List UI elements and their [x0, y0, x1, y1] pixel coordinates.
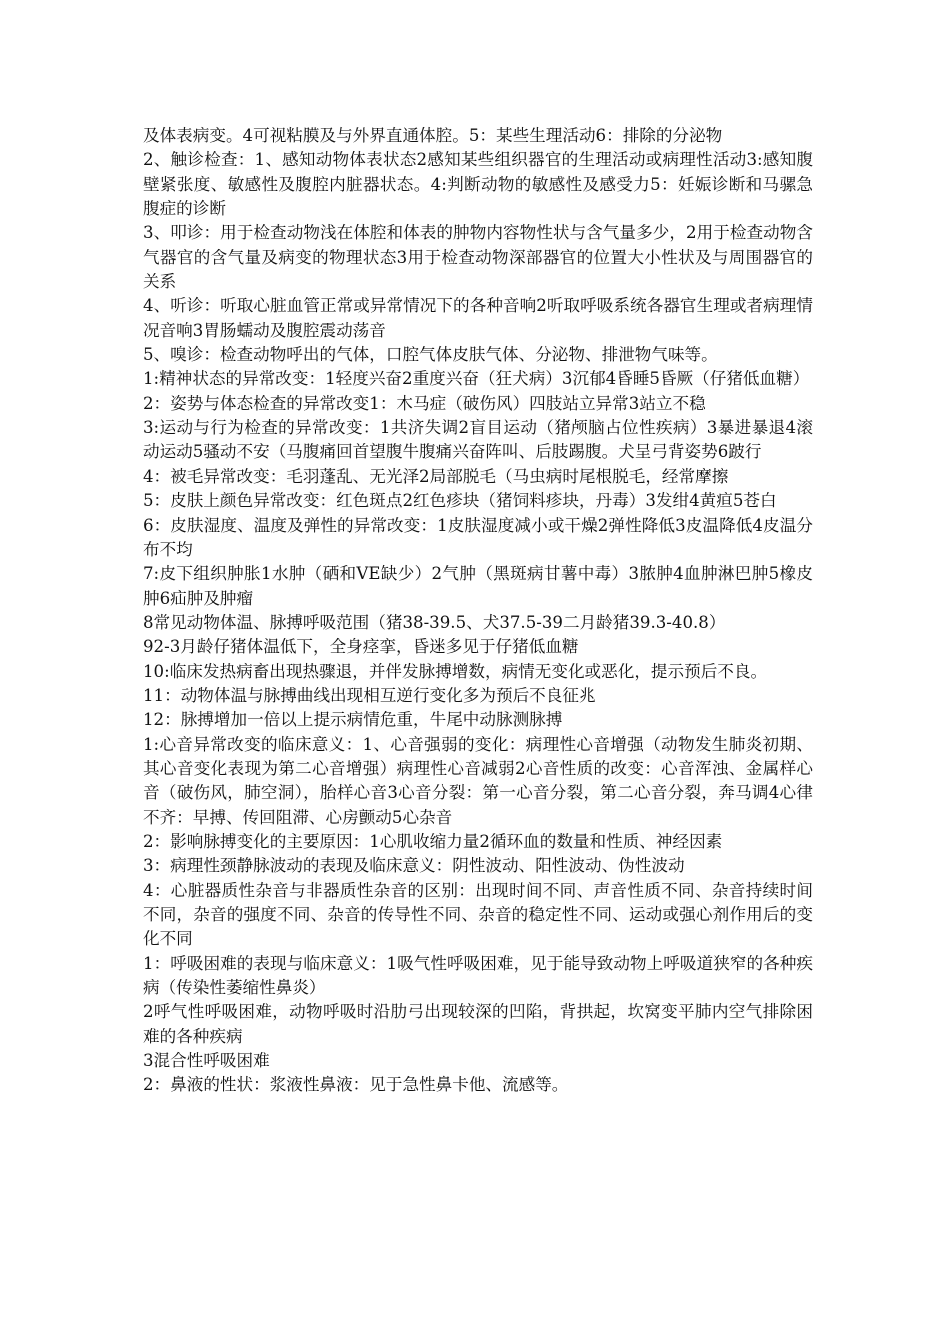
paragraph: 10:临床发热病畜出现热骤退，并伴发脉搏增数，病情无变化或恶化，提示预后不良。: [143, 661, 768, 681]
paragraph: 8常见动物体温、脉搏呼吸范围（猪38-39.5、犬37.5-39二月龄猪39.3-40.8）: [143, 612, 726, 632]
paragraph: 及体表病变。4可视粘膜及与外界直通体腔。5：某些生理活动6：排除的分泌物: [143, 126, 723, 145]
paragraph: 1:精神状态的异常改变：1轻度兴奋2重度兴奋（狂犬病）3沉郁4昏睡5昏厥（仔猪低血糖）: [143, 369, 810, 389]
paragraph: 3、叩诊：用于检查动物浅在体腔和体表的肿物内容物性状与含气量多少，2用于检查动物含气器官的含气量及病变的物理状态3用于检查动物深部器官的位置大小性状及与周围器官的关系: [143, 223, 813, 292]
paragraph: 2：鼻液的性状：浆液性鼻液：见于急性鼻卡他、流感等。: [143, 1075, 569, 1095]
paragraph: 11：动物体温与脉搏曲线出现相互逆行变化多为预后不良征兆: [143, 685, 596, 705]
paragraph: 12：脉搏增加一倍以上提示病情危重，牛尾中动脉测脉搏: [143, 710, 563, 730]
paragraph: 2、触诊检查：1、感知动物体表状态2感知某些组织器官的生理活动或病理性活动3:感知腹壁紧张度、敏感性及腹腔内脏器状态。4:判断动物的敏感性及感受力5：妊娠诊断和马骡急腹症的诊断: [143, 150, 813, 219]
paragraph: 6：皮肤湿度、温度及弹性的异常改变：1皮肤湿度减小或干燥2弹性降低3皮温降低4皮温分布不均: [143, 515, 813, 559]
paragraph: 3：病理性颈静脉波动的表现及临床意义：阴性波动、阳性波动、伪性波动: [143, 856, 685, 876]
paragraph: 1：呼吸困难的表现与临床意义：1吸气性呼吸困难，见于能导致动物上呼吸道狭窄的各种疾病（传染性萎缩性鼻炎）: [143, 953, 813, 998]
paragraph: 2：姿势与体态检查的异常改变1：木马症（破伤风）四肢站立异常3站立不稳: [143, 393, 706, 413]
document-body: [143, 124, 813, 1098]
paragraph: 5、嗅诊：检查动物呼出的气体，口腔气体皮肤气体、分泌物、排泄物气味等。: [143, 345, 718, 365]
paragraph: 5：皮肤上颜色异常改变：红色斑点2红色疹块（猪饲料疹块，丹毒）3发绀4黄疸5苍白: [143, 491, 777, 511]
paragraph: 3:运动与行为检查的异常改变：1共济失调2盲目运动（猪颅脑占位性疾病）3暴进暴退4滚动运动5骚动不安（马腹痛回首望腹牛腹痛兴奋阵叫、后肢踢腹。犬呈弓背姿势6跛行: [143, 418, 813, 462]
paragraph: 4：心脏器质性杂音与非器质性杂音的区别：出现时间不同、声音性质不同、杂音持续时间不同，杂音的强度不同、杂音的传导性不同、杂音的稳定性不同、运动或强心剂作用后的变化不同: [143, 880, 813, 949]
paragraph: 7:皮下组织肿胀1水肿（硒和VE缺少）2气肿（黑斑病甘薯中毒）3脓肿4血肿淋巴肿5橡皮肿6疝肿及肿瘤: [143, 564, 813, 608]
paragraph: 2：影响脉搏变化的主要原因：1心肌收缩力量2循环血的数量和性质、神经因素: [143, 831, 723, 851]
paragraph: 2呼气性呼吸困难，动物呼吸时沿肋弓出现较深的凹陷，背拱起，坎窝变平肺内空气排除困难的各种疾病: [143, 1002, 813, 1046]
paragraph: 4、听诊：听取心脏血管正常或异常情况下的各种音响2听取呼吸系统各器官生理或者病理情况音响3胃肠蠕动及腹腔震动荡音: [143, 296, 813, 340]
paragraph: 4：被毛异常改变：毛羽蓬乱、无光泽2局部脱毛（马虫病时尾根脱毛，经常摩擦: [143, 466, 729, 486]
paragraph: 1:心音异常改变的临床意义：1、心音强弱的变化：病理性心音增强（动物发生肺炎初期、其心音变化表现为第二心音增强）病理性心音减弱2心音性质的改变：心音浑浊、金属样心音（破伤风，肺空洞），胎样心音3心音分裂：第一心音分裂，第二心音分裂，奔马调4心律不齐：早搏、传回阻滞、心房颤动5心杂音: [143, 734, 813, 827]
paragraph: 92-3月龄仔猪体温低下，全身痉挛，昏迷多见于仔猪低血糖: [143, 637, 579, 657]
paragraph: 3混合性呼吸困难: [143, 1051, 270, 1071]
